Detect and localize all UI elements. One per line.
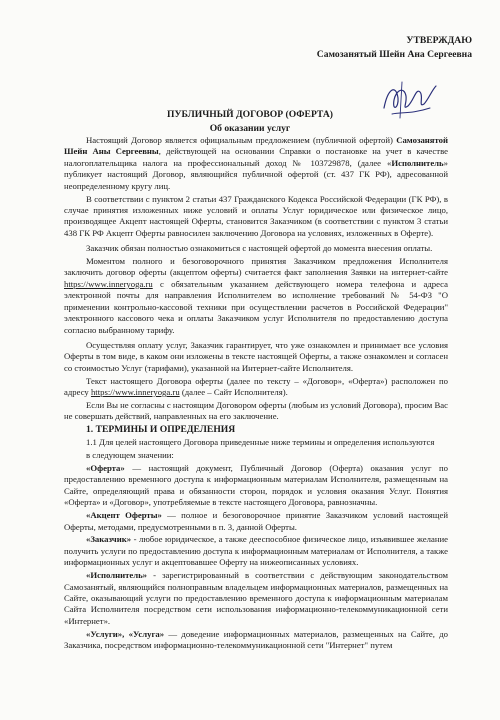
intro-paragraph-6 bbox=[64, 376, 448, 399]
definition-item bbox=[64, 570, 448, 627]
title-line-1: ПУБЛИЧНЫЙ ДОГОВОР (ОФЕРТА) bbox=[167, 109, 333, 120]
intro-paragraph-2: В соответствии с пунктом 2 статьи 437 Гражданского Кодекса Российской Федерации (ГК РФ), в случае принятия изложенных ниже условий и оплаты Услуг юридическое или физическое лицо, производящее Акцепт настоящей Оферты, становится Заказчиком (в соответствии с пунктом 3 статьи 438 ГК РФ Акцепт Оферты равносилен заключению Договора на условиях, изложенных в Оферте). bbox=[64, 193, 448, 238]
intro-paragraph-3: Заказчик обязан полностью ознакомиться с настоящей офертой до момента внесения оплаты. bbox=[86, 243, 433, 254]
section-lead-2: в следующем значении: bbox=[86, 450, 174, 461]
approval-block bbox=[317, 34, 472, 62]
definition-text: — полное и безоговорочное принятие Заказчиком условий настоящей Оферты, методами, предусмотренными в п. 3, данной Оферты. bbox=[64, 510, 448, 532]
document-title bbox=[0, 108, 500, 136]
definition-item bbox=[64, 463, 448, 509]
text-span: (далее – Сайт Исполнителя). bbox=[179, 387, 288, 398]
approver-name: Самозанятый Шейн Ана Сергеевна bbox=[316, 49, 472, 60]
definition-term: «Акцепт Оферты» bbox=[86, 510, 162, 521]
intro-paragraph-7: Если Вы не согласны с настоящим Договором оферты (любым из условий Договора), просим Вас не совершать действий, направленных на его заключение. bbox=[64, 399, 448, 422]
section-lead: 1.1 Для целей настоящего Договора приведенные ниже термины и определения используются bbox=[86, 437, 435, 448]
contractor-term: Исполнитель bbox=[391, 157, 444, 168]
definition-text: - любое юридическое, а также дееспособное физическое лицо, изъявившее желание получить услуги по предоставлению доступа к информационным материалам от Исполнителя, а также информационных услуг и акцептовавшее Оферту на нижеописанных условиях. bbox=[64, 534, 448, 568]
intro-paragraph-4 bbox=[64, 256, 448, 336]
contractor-name: Самозанятой Шейн Аны Сергеевны bbox=[64, 135, 448, 157]
text-span: , действующей на основании Справки о постановке на учет в качестве налогоплательщика налога на профессиональный доход № 103729878, (далее « bbox=[64, 146, 448, 168]
text-span: Настоящий Договор является официальным предложением (публичной офертой) bbox=[86, 135, 397, 145]
definition-term: «Исполнитель» bbox=[86, 570, 148, 581]
definition-text: — настоящий документ, Публичный Договор (Оферта) оказания услуг по предоставлению временного доступа к информационным материалам Исполнителя, размещенным на Сайте, определяющий права и обязанности сторон, порядок и условия оказания Услуг. Понятия «Оферта» и «Договор», употребляемые в тексте настоящего Договора, равнозначны. bbox=[64, 462, 448, 508]
text-span: Текст настоящего Договора оферты (далее по тексту – «Договор», «Оферта») расположен по адресу bbox=[64, 375, 448, 398]
text-span: » публикует настоящий Договор, являющийся публичной офертой (ст. 437 ГК РФ), адресованной неопределенному кругу лиц. bbox=[64, 157, 448, 191]
section-heading: 1. ТЕРМИНЫ И ОПРЕДЕЛЕНИЯ bbox=[86, 424, 236, 436]
definition-item bbox=[64, 534, 448, 568]
definition-term: «Услуги», «Услуга» bbox=[86, 628, 165, 639]
definition-item bbox=[64, 510, 448, 533]
title-line-2: Об оказании услуг bbox=[209, 123, 291, 134]
definition-term: «Оферта» bbox=[86, 462, 125, 473]
document-body bbox=[64, 135, 448, 653]
text-span: с обязательным указанием действующего номера телефона и адреса электронной почты для направления Исполнителем во исполнение требований № 54-ФЗ "О применении контрольно-кассовой техники при осуществлении расчетов в Российской Федерации" электронного кассового чека и оплаты Заказчиком услуг Исполнителя по предоставлению доступа согласно выбранному тарифу. bbox=[64, 278, 448, 335]
intro-paragraph-1 bbox=[64, 135, 448, 192]
definition-term: «Заказчик» bbox=[86, 534, 132, 545]
approve-label: УТВЕРЖДАЮ bbox=[406, 35, 472, 46]
text-span: Моментом полного и безоговорочного принятия Заказчиком предложения Исполнителя заключить договор оферты (акцептом оферты) считается факт заполнения Заявки на интернет-сайте bbox=[64, 256, 448, 278]
definition-item bbox=[64, 629, 448, 652]
site-link[interactable]: https://www.inneryoga.ru bbox=[64, 278, 153, 289]
definition-text: - зарегистрированный в соответствии с действующим законодательством Самозанятый, являющийся полноправным владельцем информационных материалов, размещенных на Сайте, оказывающий услуги по предоставлению временного доступа к информационным материалам Сайта Исполнителя посредством сети использования информационно-телекоммуникационной сети «Интернет». bbox=[64, 570, 448, 626]
intro-paragraph-5: Осуществляя оплату услуг, Заказчик гарантирует, что уже ознакомлен и принимает все условия Оферты в том виде, в каком они изложены в тексте настоящей Оферты, а также ознакомлен и согласен со стоимостью Услуг (тарифами), указанной на Интернет-сайте Исполнителя. bbox=[64, 339, 448, 373]
site-link[interactable]: https://www.inneryoga.ru bbox=[90, 387, 180, 398]
definition-text: — доведение информационных материалов, размещенных на Сайте, до Заказчика, посредством информационно-телекоммуникационной сети "Интернет" путем bbox=[64, 628, 449, 651]
